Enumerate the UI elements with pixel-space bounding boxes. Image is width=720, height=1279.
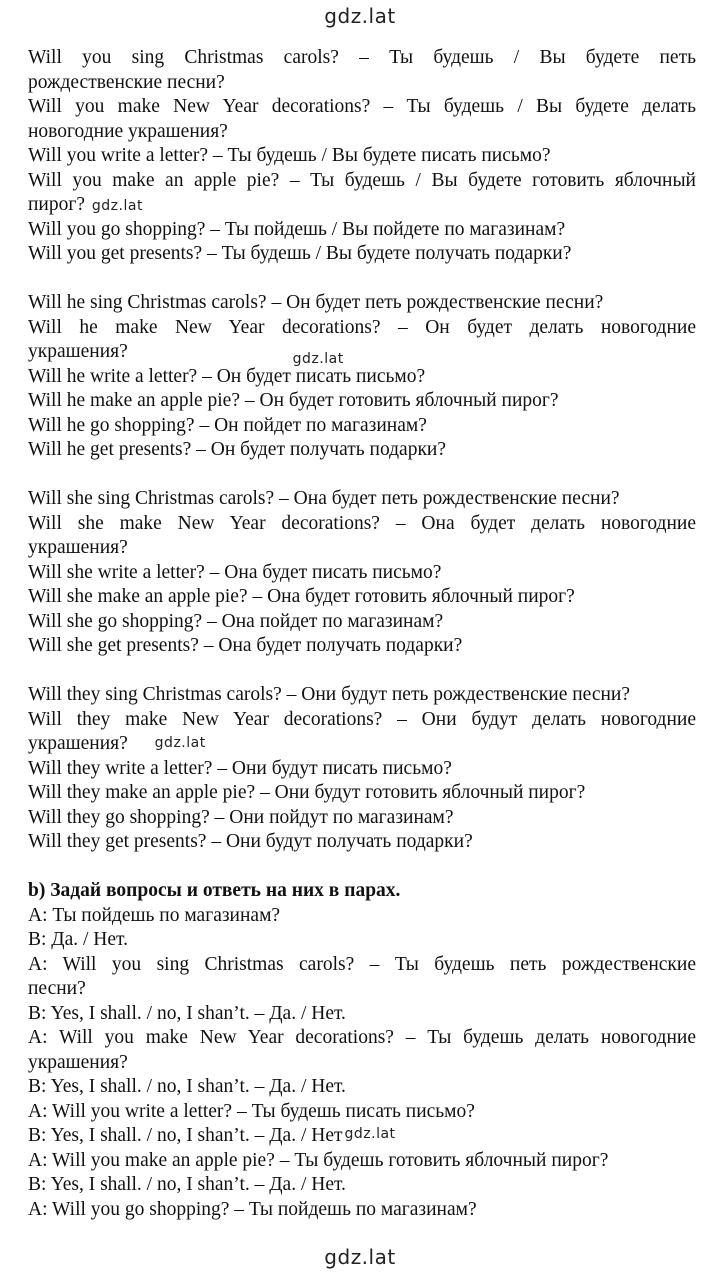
text-line: новогодние украшения? [28, 120, 228, 142]
text-line: Will they make New Year decorations? – Они будут делать новогодние [28, 708, 696, 730]
document-body [28, 46, 696, 1222]
text-line: Will you make an apple pie? – Ты будешь / Вы будете готовить яблочный [28, 169, 696, 191]
text-line: Will they make an apple pie? – Они будут готовить яблочный пирог? [28, 782, 586, 803]
text-line: Will you sing Christmas carols? – Ты будешь / Вы будете петь [28, 47, 696, 68]
text-span: B: Yes, I shall. / no, I shan’t. – Да. / Нет [28, 1125, 343, 1146]
section-she [28, 487, 696, 659]
text-line: украшения? [28, 1051, 128, 1073]
text-line: Will she sing Christmas carols? – Она будет петь рождественские песни? [28, 488, 620, 509]
text-line: A: Will you make New Year decorations? – Ты будешь делать новогодние [28, 1027, 696, 1048]
text-line: B: Да. / Нет. [28, 929, 128, 950]
text-line: песни? [28, 978, 86, 999]
text-line: Will they get presents? – Они будут получать подарки? [28, 831, 473, 852]
text-line: Will he write a letter? – Он будет писать письмо? [28, 365, 426, 387]
text-line: Will she get presents? – Она будет получать подарки? [28, 635, 463, 656]
text-line: Will she make New Year decorations? – Она будет делать новогодние [28, 512, 696, 534]
watermark-inline: gdz.lat [344, 1126, 396, 1142]
text-line: Will he make New Year decorations? – Он будет делать новогодние [28, 316, 696, 338]
text-line: Will they write a letter? – Они будут писать письмо? [28, 757, 452, 779]
text-line: B: Yes, I shall. / no, I shan’t. – Да. / Нет. [28, 1076, 346, 1097]
text-line: рождественские песни? [28, 71, 225, 93]
watermark-top: gdz.lat [324, 4, 396, 28]
spacer [28, 855, 696, 880]
text-span: украшения? [28, 733, 128, 754]
text-line [28, 732, 696, 757]
text-line: Will he get presents? – Он будет получать подарки? [28, 439, 447, 460]
watermark-bottom: gdz.lat [324, 1245, 396, 1269]
text-line: Will they go shopping? – Они пойдут по магазинам? [28, 806, 454, 828]
text-line: Will he sing Christmas carols? – Он будет петь рождественские песни? [28, 292, 604, 313]
text-line: Will you write a letter? – Ты будешь / Вы будете писать письмо? [28, 145, 551, 166]
text-line: Will she go shopping? – Она пойдет по магазинам? [28, 610, 444, 632]
text-line: A: Will you make an apple pie? – Ты будешь готовить яблочный пирог? [28, 1149, 609, 1171]
text-line: A: Will you go shopping? – Ты пойдешь по магазинам? [28, 1198, 477, 1220]
section-he [28, 291, 696, 463]
spacer [28, 463, 696, 488]
text-line [28, 340, 696, 365]
text-line: A: Ты пойдешь по магазинам? [28, 904, 281, 926]
text-line: B: Yes, I shall. / no, I shan’t. – Да. / Нет. [28, 1174, 346, 1195]
text-line: украшения? [28, 537, 128, 558]
text-line: A: Will you sing Christmas carols? – Ты будешь петь рождественские [28, 953, 696, 975]
section-you [28, 46, 696, 267]
section-part-b [28, 879, 696, 1222]
watermark-inline: gdz.lat [154, 735, 206, 751]
text-line: A: Will you write a letter? – Ты будешь писать письмо? [28, 1100, 475, 1122]
section-heading: b) Задай вопросы и ответь на них в парах. [28, 880, 401, 901]
text-line: Will he make an apple pie? – Он будет готовить яблочный пирог? [28, 390, 559, 411]
section-they [28, 683, 696, 855]
text-line: Will you make New Year decorations? – Ты будешь / Вы будете делать [28, 96, 696, 117]
text-line [28, 1124, 696, 1149]
text-line: Will you go shopping? – Ты пойдешь / Вы пойдете по магазинам? [28, 218, 566, 240]
watermark-inline: gdz.lat [91, 198, 143, 214]
spacer [28, 267, 696, 292]
text-line [28, 193, 696, 218]
text-line: Will she write a letter? – Она будет писать письмо? [28, 561, 442, 583]
text-span: пирог? [28, 194, 86, 215]
text-line: Will she make an apple pie? – Она будет готовить яблочный пирог? [28, 586, 575, 607]
text-line: B: Yes, I shall. / no, I shan’t. – Да. / Нет. [28, 1002, 346, 1024]
text-line: Will you get presents? – Ты будешь / Вы будете получать подарки? [28, 243, 572, 264]
text-span: украшения? [28, 341, 128, 362]
watermark-inline: gdz.lat [292, 351, 344, 367]
text-line: Will he go shopping? – Он пойдет по магазинам? [28, 414, 427, 436]
spacer [28, 659, 696, 684]
text-line: Will they sing Christmas carols? – Они будут петь рождественские песни? [28, 684, 630, 705]
